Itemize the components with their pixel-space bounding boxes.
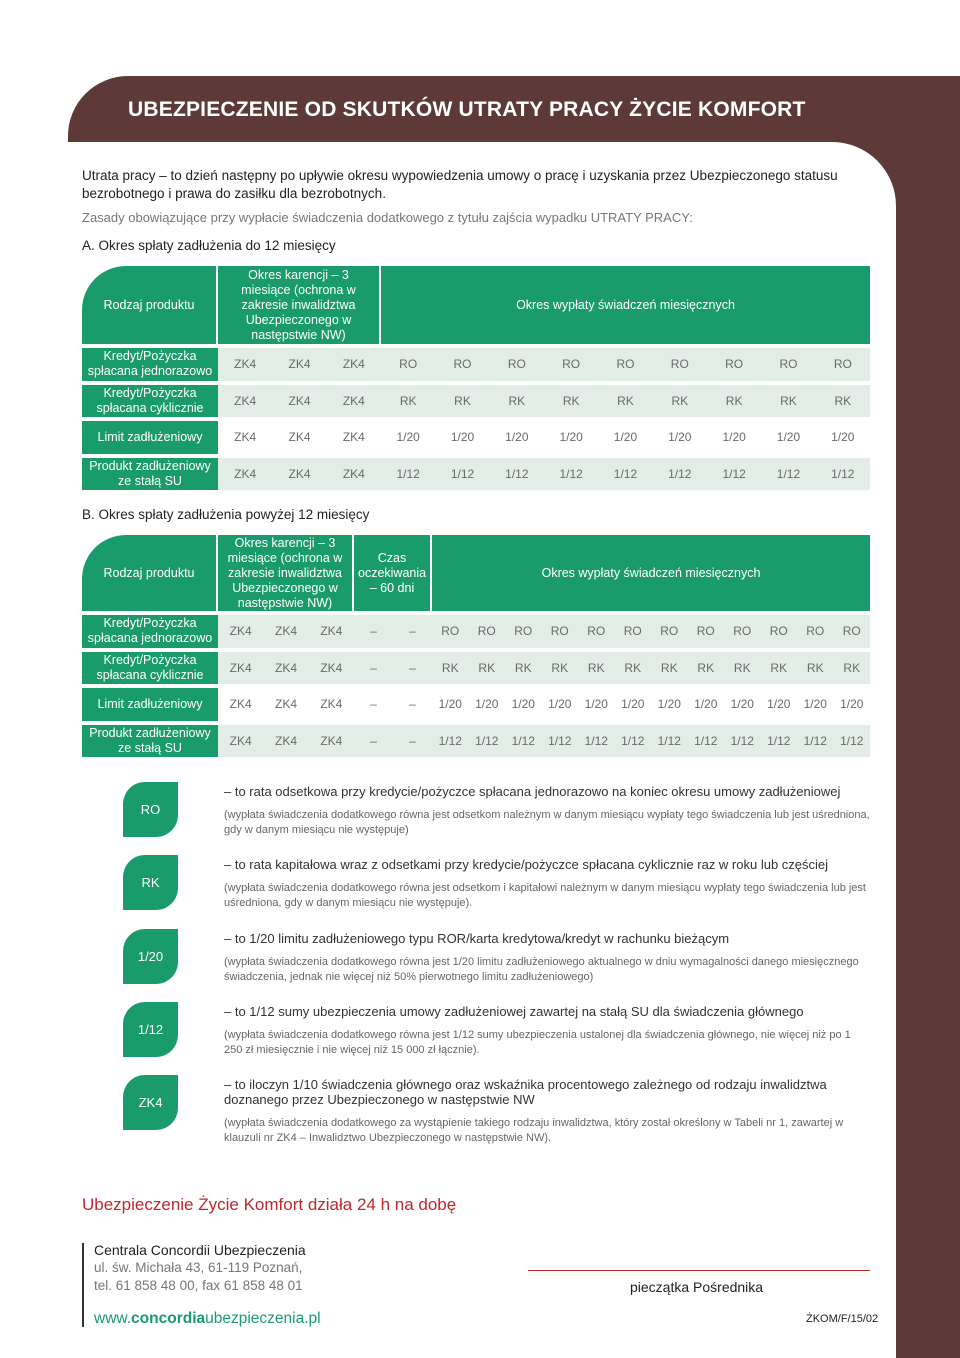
row-label: Produkt zadłużeniowy ze stałą SU [82,725,218,762]
table-cell: 1/20 [435,421,489,458]
table-cell: ZK4 [327,348,381,385]
legend-item [224,1004,870,1058]
table-cell: RO [490,348,544,385]
table-cell: 1/20 [381,421,435,458]
table-cell: – [354,725,393,762]
table-cell: ZK4 [309,725,354,762]
table-cell: 1/12 [578,725,615,762]
legend-item [224,857,870,911]
table-cell: 1/12 [505,725,542,762]
table-cell: 1/12 [707,458,761,495]
table-cell: RO [578,615,615,652]
table-cell: RO [651,615,688,652]
table-cell: – [354,615,393,652]
table-cell: – [354,652,393,689]
table-cell: ZK4 [218,615,263,652]
table-cell: RO [761,615,798,652]
legend-note: (wypłata świadczenia dodatkowego równa jest odsetkom i kapitałowi należnym w danym miesiącu wypłaty tego świadczenia lub jest uśredniona, gdy w danym miesiącu nie występuje). [224,882,866,909]
table-cell: 1/12 [435,458,489,495]
table-cell: 1/12 [761,458,815,495]
table-cell: RO [381,348,435,385]
table-cell: – [393,725,432,762]
table-row [82,652,870,689]
table-cell: 1/12 [834,725,871,762]
header-payout-period: Okres wypłaty świadczeń miesięcznych [432,535,870,615]
legend-note: (wypłata świadczenia dodatkowego równa jest odsetkom należnym w danym miesiącu wypłaty tego świadczenia lub jest uśredniona, gdy w danym miesiącu nie występuje) [224,809,870,836]
table-cell: 1/20 [707,421,761,458]
table-cell: RK [834,652,871,689]
legend-badge-ro: RO [123,782,178,837]
table-cell: ZK4 [218,348,272,385]
row-label: Limit zadłużeniowy [82,421,218,458]
table-cell: – [354,688,393,725]
table-cell: 1/12 [724,725,761,762]
table-cell: 1/20 [544,421,598,458]
table-cell: 1/12 [469,725,506,762]
table-cell: ZK4 [327,385,381,422]
legend-badge-1-20: 1/20 [123,929,178,984]
table-cell: RO [761,348,815,385]
stamp-label: pieczątka Pośrednika [630,1279,764,1295]
table-row [82,458,870,495]
footer-slogan: Ubezpieczenie Życie Komfort działa 24 h na dobę [82,1195,457,1214]
table-cell: RK [381,385,435,422]
row-label: Produkt zadłużeniowy ze stałą SU [82,458,218,495]
table-cell: RK [542,652,579,689]
table-cell: 1/20 [469,688,506,725]
header-waiting-period: Czas oczekiwania – 60 dni [354,535,432,615]
row-label: Kredyt/Pożyczka spłacana jednorazowo [82,348,218,385]
table-cell: 1/20 [816,421,870,458]
table-cell: 1/20 [505,688,542,725]
table-cell: 1/20 [653,421,707,458]
table-cell: ZK4 [218,725,263,762]
table-cell: RO [542,615,579,652]
table-cell: 1/20 [797,688,834,725]
street-address: ul. św. Michała 43, 61-119 Poznań, [94,1260,303,1275]
row-label: Kredyt/Pożyczka spłacana cyklicznie [82,652,218,689]
table-row [82,348,870,385]
header-product-type: Rodzaj produktu [82,535,218,615]
legend-item [224,1077,870,1146]
table-cell: RO [688,615,725,652]
table-cell: 1/20 [490,421,544,458]
table-cell: RK [761,385,815,422]
legend-definition: – to iloczyn 1/10 świadczenia głównego oraz wskaźnika procentowego zależnego od rodzaju inwalidztwa doznanego przez Ubezpieczonego w następstwie NW [224,1077,827,1107]
table-cell: RK [505,652,542,689]
table-cell: RO [432,615,469,652]
table-cell: RK [724,652,761,689]
table-cell: ZK4 [218,688,263,725]
page-title: UBEZPIECZENIE OD SKUTKÓW UTRATY PRACY ŻYCIE KOMFORT [128,98,806,121]
header-product-type: Rodzaj produktu [82,266,218,348]
table-cell: ZK4 [218,385,272,422]
legend-definition: – to 1/12 sumy ubezpieczenia umowy zadłużeniowej zawartej na stałą SU dla świadczenia głównego [224,1004,804,1019]
table-cell: RK [469,652,506,689]
legend-note: (wypłata świadczenia dodatkowego równa jest 1/12 sumy ubezpieczenia ustalonej dla świadczenia głównego, nie więcej niż po 1 250 zł miesięcznie i nie więcej niż 15 000 zł łącznie). [224,1029,851,1056]
table-cell: – [393,688,432,725]
table-cell: 1/12 [598,458,652,495]
phone-fax: tel. 61 858 48 00, fax 61 858 48 01 [94,1278,303,1293]
company-name: Centrala Concordii Ubezpieczenia [94,1242,306,1258]
table-cell: 1/20 [598,421,652,458]
table-cell: ZK4 [309,652,354,689]
table-cell: RO [598,348,652,385]
legend-item [224,784,870,838]
table-cell: 1/20 [578,688,615,725]
table-cell: 1/12 [490,458,544,495]
table-row [82,385,870,422]
section-a-heading: A. Okres spłaty zadłużenia do 12 miesięcy [82,238,336,253]
header-payout-period: Okres wypłaty świadczeń miesięcznych [381,266,870,348]
table-cell: RO [435,348,489,385]
table-cell: ZK4 [327,421,381,458]
legend-item [224,931,870,985]
table-cell: 1/20 [542,688,579,725]
table-cell: RK [598,385,652,422]
row-label: Limit zadłużeniowy [82,688,218,725]
table-cell: RO [544,348,598,385]
table-cell: RO [653,348,707,385]
table-cell: 1/12 [688,725,725,762]
table-cell: RO [707,348,761,385]
legend-definition: – to 1/20 limitu zadłużeniowego typu ROR/karta kredytowa/kredyt w rachunku bieżącym [224,931,730,946]
table-cell: 1/12 [544,458,598,495]
table-cell: 1/20 [615,688,652,725]
header-grace-period: Okres karencji – 3 miesiące (ochrona w zakresie inwalidztwa Ubezpieczonego w następstwie NW) [218,266,381,348]
table-cell: RK [816,385,870,422]
table-cell: RK [707,385,761,422]
table-cell: RK [615,652,652,689]
legend-badge-zk4: ZK4 [123,1075,178,1130]
table-cell: – [393,652,432,689]
signature-line [528,1270,870,1271]
table-cell: RK [651,652,688,689]
table-cell: ZK4 [272,458,326,495]
header-grace-period: Okres karencji – 3 miesiące (ochrona w zakresie inwalidztwa Ubezpieczonego w następstwie NW) [218,535,354,615]
legend-note: (wypłata świadczenia dodatkowego równa jest 1/20 limitu zadłużeniowego aktualnego w dniu wymagalności danego miesięcznego świadczenia, jednak nie więcej niż 50% pierwotnego limitu zadłużeniowego) [224,956,859,983]
legend-note: (wypłata świadczenia dodatkowego za wystąpienie takiego rodzaju inwalidztwa, który został określony w Tabeli nr 1, zawartej w klauzuli nr ZK4 – Inwalidztwo Ubezpieczonego w następstwie NW). [224,1117,844,1144]
table-cell: 1/12 [651,725,688,762]
table-cell: RO [615,615,652,652]
table-cell: – [393,615,432,652]
table-cell: 1/20 [834,688,871,725]
table-cell: 1/12 [816,458,870,495]
footer-divider [82,1243,84,1327]
intro-rules: Zasady obowiązujące przy wypłacie świadczenia dodatkowego z tytułu zajścia wypadku UTRATY PRACY: [82,210,693,225]
table-cell: RK [653,385,707,422]
table-cell: ZK4 [263,725,308,762]
table-row [82,421,870,458]
table-cell: 1/20 [432,688,469,725]
table-cell: 1/12 [797,725,834,762]
table-cell: RK [688,652,725,689]
table-cell: ZK4 [272,385,326,422]
table-cell: 1/20 [651,688,688,725]
section-a-table [82,266,870,494]
legend-badge-1-12: 1/12 [123,1002,178,1057]
table-row [82,725,870,762]
table-cell: RK [432,652,469,689]
table-cell: ZK4 [263,688,308,725]
table-cell: ZK4 [327,458,381,495]
legend-badge-rk: RK [123,855,178,910]
table-cell: 1/12 [542,725,579,762]
table-cell: 1/20 [761,688,798,725]
table-cell: RO [816,348,870,385]
table-cell: ZK4 [263,615,308,652]
table-cell: ZK4 [218,458,272,495]
row-label: Kredyt/Pożyczka spłacana cyklicznie [82,385,218,422]
document-code: ŻKOM/F/15/02 [806,1313,879,1325]
table-cell: 1/12 [761,725,798,762]
table-cell: RK [490,385,544,422]
row-label: Kredyt/Pożyczka spłacana jednorazowo [82,615,218,652]
table-cell: ZK4 [218,652,263,689]
footer-address [94,1241,306,1295]
table-row [82,615,870,652]
table-cell: ZK4 [272,421,326,458]
table-cell: 1/20 [761,421,815,458]
table-cell: RO [797,615,834,652]
table-row [82,688,870,725]
table-cell: 1/12 [653,458,707,495]
legend-definition: – to rata odsetkowa przy kredycie/pożyczce spłacana jednorazowo na koniec okresu umowy zadłużeniowej [224,784,841,799]
table-cell: ZK4 [309,615,354,652]
table-cell: RO [469,615,506,652]
legend-definition: – to rata kapitałowa wraz z odsetkami przy kredycie/pożyczce spłacana cyklicznie raz w roku lub częściej [224,857,829,872]
table-cell: ZK4 [218,421,272,458]
table-cell: 1/12 [381,458,435,495]
website-link[interactable]: www.concordiaubezpieczenia.pl [94,1310,321,1327]
section-b-heading: B. Okres spłaty zadłużenia powyżej 12 miesięcy [82,507,370,522]
table-cell: 1/20 [688,688,725,725]
table-cell: 1/20 [724,688,761,725]
table-cell: RO [834,615,871,652]
table-cell: RK [435,385,489,422]
table-cell: ZK4 [309,688,354,725]
table-cell: ZK4 [263,652,308,689]
section-b-table [82,535,870,761]
table-cell: RK [544,385,598,422]
table-cell: ZK4 [272,348,326,385]
table-cell: RK [797,652,834,689]
intro-definition: Utrata pracy – to dzień następny po upływie okresu wypowiedzenia umowy o pracę i uzyskania przez Ubezpieczonego statusu bezrobotnego i prawa do zasiłku dla bezrobotnych. [82,168,838,201]
table-cell: RK [578,652,615,689]
table-cell: RO [505,615,542,652]
table-cell: 1/12 [432,725,469,762]
table-cell: RK [761,652,798,689]
table-cell: RO [724,615,761,652]
table-cell: 1/12 [615,725,652,762]
